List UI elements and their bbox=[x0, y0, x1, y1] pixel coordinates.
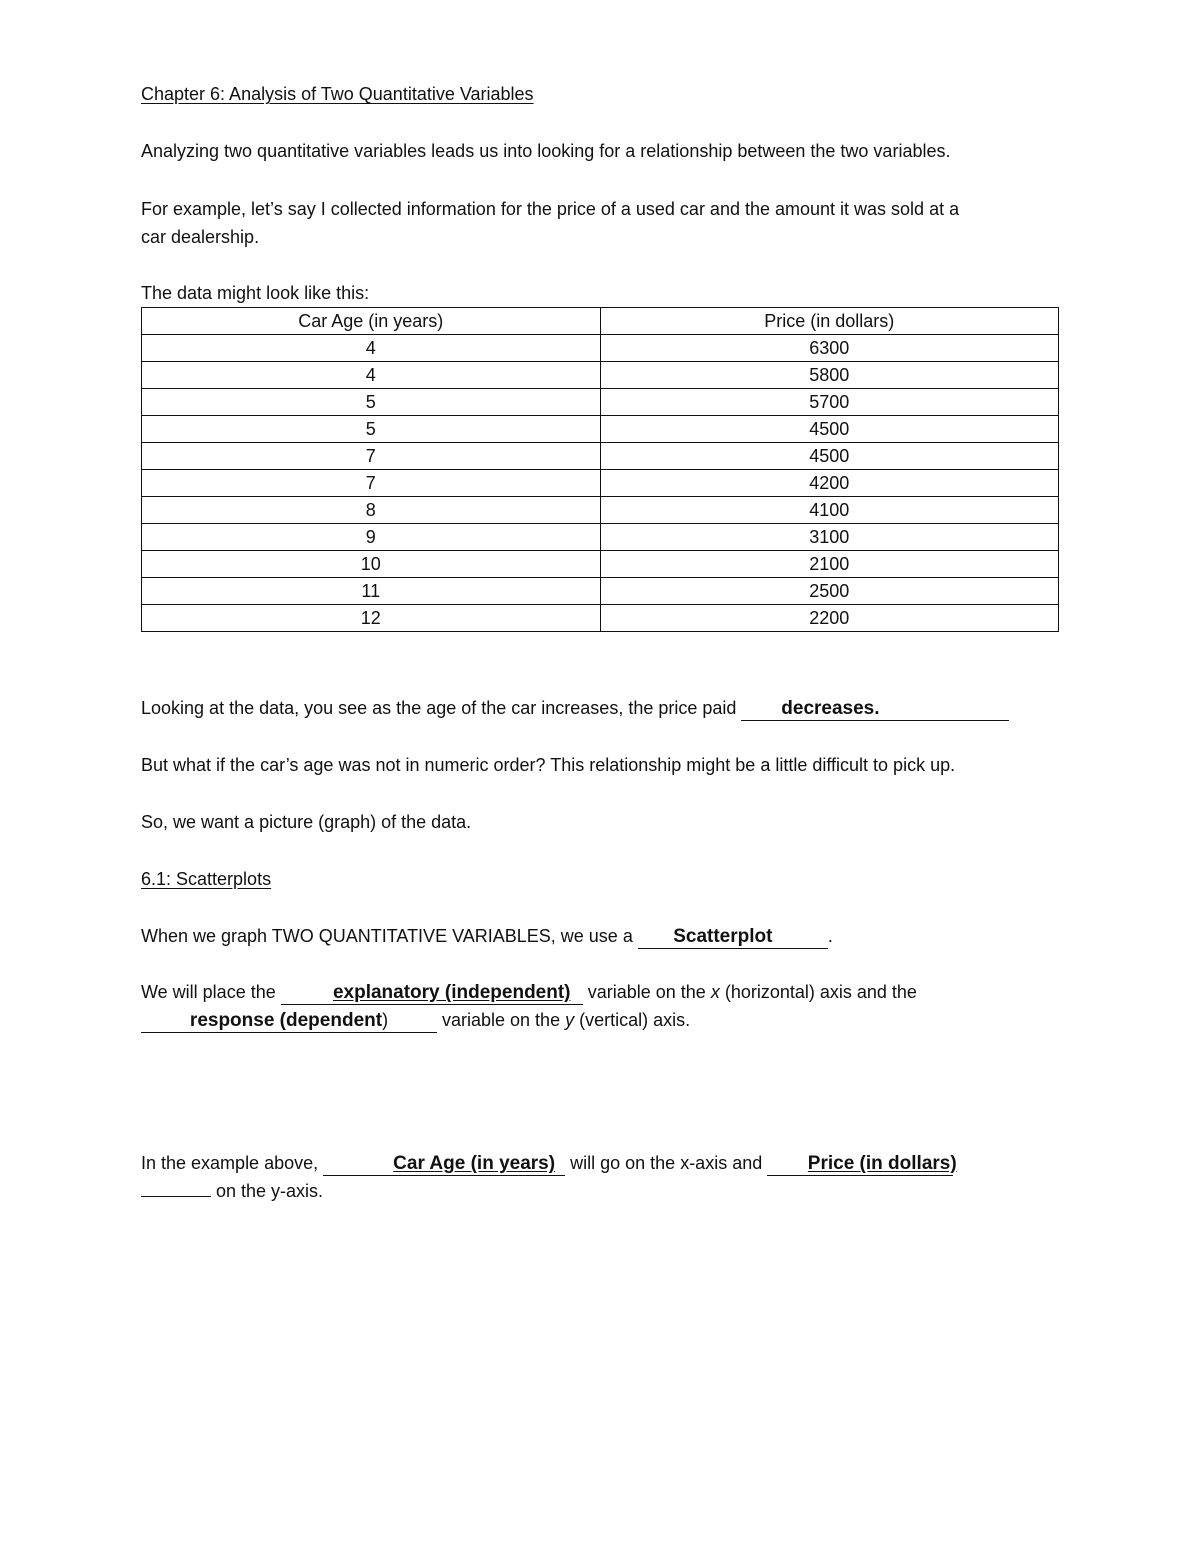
looking-answer: decreases. bbox=[781, 698, 880, 719]
example-blank-1 bbox=[323, 1152, 565, 1176]
place-mid-2: (horizontal) axis and the bbox=[719, 982, 917, 1002]
example-end: on the y-axis. bbox=[211, 1181, 324, 1201]
table-row bbox=[142, 551, 1059, 578]
example-mid: will go on the x-axis and bbox=[565, 1153, 768, 1173]
example-text: In the example above, bbox=[141, 1153, 324, 1173]
but-what-sentence: But what if the car’s age was not in numeric order? This relationship might be a little difficult to pick up. bbox=[141, 755, 956, 775]
place-mid-1: variable on the bbox=[582, 982, 711, 1002]
chapter-heading: Chapter 6: Analysis of Two Quantitative Variables bbox=[141, 84, 534, 104]
table-row bbox=[142, 335, 1059, 362]
table-row bbox=[142, 578, 1059, 605]
place-end: (vertical) axis. bbox=[574, 1010, 691, 1030]
when-after: . bbox=[827, 926, 833, 946]
table-row bbox=[142, 470, 1059, 497]
example-sentence-line-1 bbox=[141, 1151, 957, 1176]
looking-text: Looking at the data, you see as the age of the car increases, the price paid bbox=[141, 698, 742, 718]
when-text: When we graph TWO QUANTITATIVE VARIABLES, we use a bbox=[141, 926, 638, 946]
cell-price: 4200 bbox=[600, 470, 1059, 497]
cell-car-age: 12 bbox=[142, 605, 601, 632]
table-row bbox=[142, 605, 1059, 632]
place-blank-1 bbox=[281, 981, 583, 1005]
so-we-sentence: So, we want a picture (graph) of the data. bbox=[141, 812, 472, 832]
example-paragraph-line-2: car dealership. bbox=[141, 227, 260, 247]
table-row bbox=[142, 524, 1059, 551]
place-text: We will place the bbox=[141, 982, 281, 1002]
when-answer: Scatterplot bbox=[673, 926, 773, 947]
cell-car-age: 4 bbox=[142, 335, 601, 362]
looking-blank bbox=[741, 697, 1009, 721]
table-row bbox=[142, 443, 1059, 470]
intro-paragraph: Analyzing two quantitative variables leads us into looking for a relationship between the two variables. bbox=[141, 141, 951, 161]
cell-price: 3100 bbox=[600, 524, 1059, 551]
cell-car-age: 8 bbox=[142, 497, 601, 524]
place-answer-2-close: ) bbox=[382, 1010, 389, 1030]
when-sentence bbox=[141, 924, 833, 949]
cell-price: 2200 bbox=[600, 605, 1059, 632]
place-answer-2: response (dependent bbox=[189, 1010, 383, 1031]
cell-price: 4500 bbox=[600, 443, 1059, 470]
table-row bbox=[142, 362, 1059, 389]
place-sentence-line-1 bbox=[141, 980, 917, 1005]
cell-price: 2100 bbox=[600, 551, 1059, 578]
example-blank-2 bbox=[767, 1152, 957, 1176]
cell-car-age: 7 bbox=[142, 470, 601, 497]
cell-car-age: 7 bbox=[142, 443, 601, 470]
table-header-row bbox=[142, 308, 1059, 335]
car-data-table bbox=[141, 307, 1059, 632]
place-mid-3: variable on the bbox=[437, 1010, 566, 1030]
place-answer-1: explanatory (independent) bbox=[332, 982, 571, 1003]
cell-car-age: 9 bbox=[142, 524, 601, 551]
example-answer-1: Car Age (in years) bbox=[393, 1153, 556, 1174]
header-car-age: Car Age (in years) bbox=[142, 308, 601, 335]
cell-car-age: 5 bbox=[142, 416, 601, 443]
section-heading: 6.1: Scatterplots bbox=[141, 869, 272, 889]
example-paragraph-line-1: For example, let’s say I collected information for the price of a used car and the amount it was sold at a bbox=[141, 199, 960, 219]
cell-price: 2500 bbox=[600, 578, 1059, 605]
example-answer-2: Price (in dollars) bbox=[807, 1153, 957, 1174]
cell-price: 5700 bbox=[600, 389, 1059, 416]
x-variable: x bbox=[710, 982, 720, 1002]
header-price: Price (in dollars) bbox=[600, 308, 1059, 335]
cell-car-age: 5 bbox=[142, 389, 601, 416]
cell-price: 6300 bbox=[600, 335, 1059, 362]
y-variable: y bbox=[565, 1010, 575, 1030]
cell-price: 4100 bbox=[600, 497, 1059, 524]
table-row bbox=[142, 389, 1059, 416]
table-intro: The data might look like this: bbox=[141, 283, 370, 303]
table-row bbox=[142, 416, 1059, 443]
cell-price: 4500 bbox=[600, 416, 1059, 443]
cell-price: 5800 bbox=[600, 362, 1059, 389]
place-sentence-line-2 bbox=[141, 1008, 690, 1033]
cell-car-age: 11 bbox=[142, 578, 601, 605]
cell-car-age: 4 bbox=[142, 362, 601, 389]
example-blank-3 bbox=[141, 1196, 211, 1197]
example-sentence-line-2 bbox=[141, 1179, 323, 1203]
place-blank-2 bbox=[141, 1009, 437, 1033]
cell-car-age: 10 bbox=[142, 551, 601, 578]
table-row bbox=[142, 497, 1059, 524]
looking-sentence bbox=[141, 696, 1009, 721]
when-blank bbox=[638, 925, 828, 949]
